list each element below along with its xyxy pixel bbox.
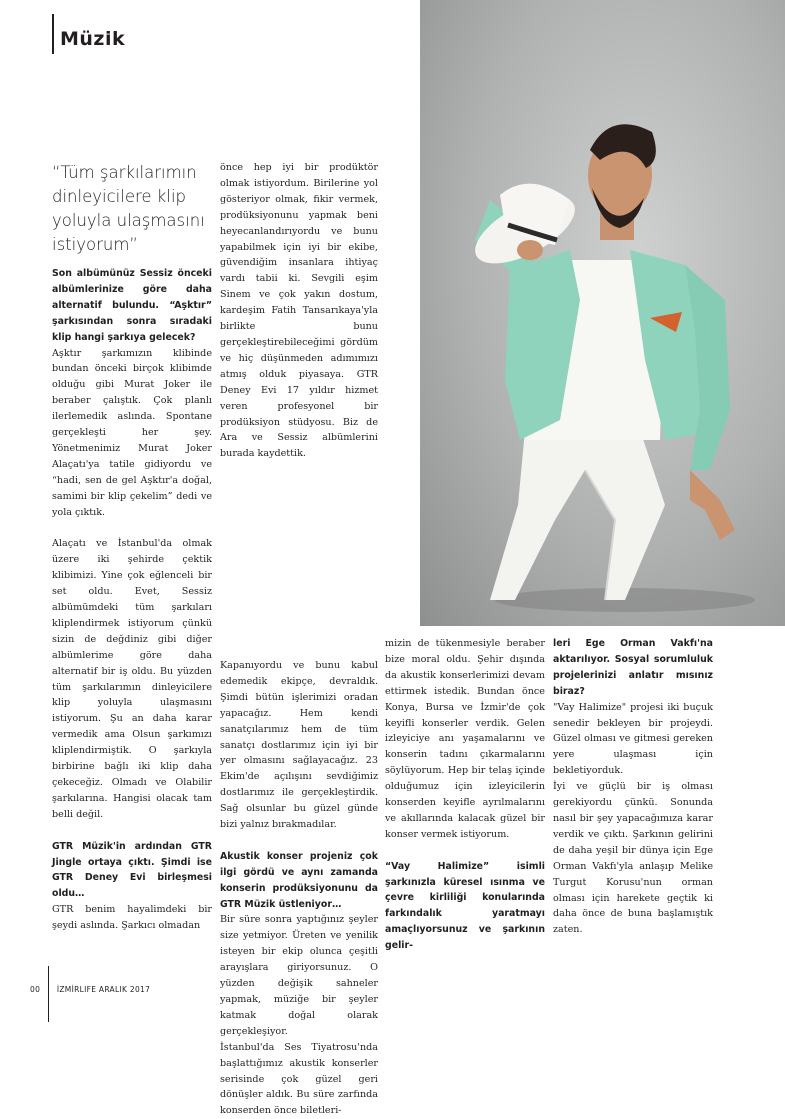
pull-quote: “Tüm şarkılarımın dinleyicilere klip yoluyla ulaşmasını istiyorum”	[52, 163, 205, 254]
artist-photo-illustration	[420, 0, 785, 626]
issue-date: ARALIK 2017	[98, 985, 151, 994]
question-text: Akustik konser projeniz çok ilgi gördü ve aynı zamanda konserin prodüksiyonunu da GTR Müzik üstleniyor…	[220, 850, 378, 910]
article-column-2-lower	[220, 660, 378, 1119]
section-title: Müzik	[60, 28, 126, 50]
answer-paragraph: mizin de tükenmesiyle beraber bize moral oldu. Şehir dışında da akustik konserlerimizi devam ettirmek istedik. Bundan önce Konya, Bursa ve İzmir'de çok keyifli konserler verdik. Gelen izleyiciye anı yaşamalarını ve konserin tadını çıkarmalarını söylüyorum. Hep bir telaş içinde olduğumuz için izleyicilerin konserden keyifle ayrılmalarını ve akıllarında kalacak güzel bir konser vermek istiyorum.	[385, 638, 545, 840]
question-text: Son albümünüz Sessiz önceki albümlerinize göre daha alternatif bulundu. “Aşktır” şarkısından sonra sıradaki klip hangi şarkıya gelecek?	[52, 268, 212, 343]
section-rule	[52, 14, 54, 54]
answer-paragraph: "Vay Halimize" projesi iki buçuk senedir bekleyen bir projeydi. Güzel olması ve gitmesi gereken yere ulaşması için bekletiyorduk.	[553, 701, 713, 777]
article-column-1	[52, 266, 212, 934]
article-column-2	[220, 160, 378, 462]
answer-paragraph: Bir süre sonra yaptığınız şeyler size yetmiyor. Üreten ve yenilik isteyen bir ekip olunca çeşitli arayışlara giriyorsunuz. O yüzden değişik sahneler yapmak, müziğe bir şeyler katmak doğal olarak gerçekleşiyor.	[220, 914, 378, 1037]
question-text: leri Ege Orman Vakfı'na aktarılıyor. Sosyal sorumluluk projelerinizi anlatır mısınız biraz?	[553, 638, 713, 697]
question-text: GTR Müzik'in ardından GTR Jingle ortaya çıktı. Şimdi ise GTR Deney Evi birleşmesi oldu…	[52, 840, 212, 900]
answer-paragraph: önce hep iyi bir prodüktör olmak istiyordum. Birilerine yol gösteriyor olmak, fikir vermek, prodüksiyonunu yapmak beni heyecanlandırıyordu ve bunu yapabilmek için iyi bir ekibe, güvendiğim insanlara ihtiyaç vardı tabii ki. Sevgili eşim Sinem ve çok yakın dostum, kardeşim Fatih Tansarıkaya'yla birlikte bunu gerçekleştirebileceğimi gördüm ve hiç düşünmeden adımımızı atmış olduk piyasaya. GTR Deney Evi 17 yıldır hizmet veren profesyonel bir prodüksiyon stüdyosu. Biz de Ara ve Sessiz albümlerini burada kaydettik.	[220, 162, 378, 460]
artist-photo	[420, 0, 785, 626]
question-text: “Vay Halimize” isimli şarkınızla küresel ısınma ve çevre kirliliği konularında farkındalık yaratmayı amaçlıyorsunuz ve şarkının gelir-	[385, 860, 545, 952]
answer-paragraph: GTR benim hayalimdeki bir şeydi aslında. Şarkıcı olmadan	[52, 904, 212, 932]
answer-paragraph: İyi ve güçlü bir iş olması gerekiyordu çünkü. Sonunda nasıl bir şey yapacağımıza karar verdik ve çıktı. Şarkının gelirini de daha yeşil bir dünya için Ege Orman Vakfı'yla anlaşıp Melike Turgut Korusu'nun orman olması için harekete geçtik ki daha önce de buna başlamıştık zaten.	[553, 781, 713, 936]
footer-rule	[48, 966, 49, 1022]
answer-paragraph: Aşktır şarkımızın klibinde bundan önceki birçok klibimde olduğu gibi Murat Joker ile beraber çalıştık. Çok planlı ilerlemedik aslında. Spontane gerçekleşti her şey. Yönetmenimiz Murat Joker Alaçatı'ya tatile gidiyordu ve “hadi, sen de gel Aşktır'a doğal, samimi bir klip çekelim” dedi ve yola çıktık.	[52, 347, 212, 518]
answer-paragraph: Alaçatı ve İstanbul'da olmak üzere iki şehirde çektik klibimizi. Yine çok eğlenceli bir set oldu. Evet, Sessiz albümümdeki tüm şarkıları kliplendirmek istiyorum çünkü sizin de değdiniz gibi diğer albümlerime göre daha alternatif bir iş oldu. Bu yüzden tüm şarkılarımın dinleyicilere klip yoluyla ulaşmasını istiyorum. Şu an daha karar vermedik ama Olsun şarkımızı kliplendirmiştik. O şarkıyla birbirine bağlı iki klip daha çekeceğiz. Olmadı ve Olabilir şarkılarına. Hangisi olacak tam belli değil.	[52, 538, 212, 820]
page-number: 00	[30, 985, 41, 994]
answer-paragraph: İstanbul'da Ses Tiyatrosu'nda başlattığımız akustik konserler serisinde çok güzel geri dönüşler aldık. Bu süre zarfında konserden önce biletleri-	[220, 1041, 378, 1117]
magazine-name: İZMİRLIFE	[56, 985, 97, 994]
article-column-3	[385, 636, 545, 954]
article-column-4	[553, 636, 713, 938]
answer-paragraph: Kapanıyordu ve bunu kabul edemedik ekipçe, devraldık. Şimdi bütün işlerimizi oradan yapacağız. Hem kendi sanatçılarımız hem de tüm sanatçı dostlarımız için iyi bir yer olmasını sağlayacağız. 23 Ekim'de açılışını sevdiğimiz dostlarımız ile gerçekleştirdik. Sağ olsunlar bu güzel günde bizi yalnız bırakmadılar.	[220, 660, 378, 831]
page-footer	[30, 985, 150, 994]
